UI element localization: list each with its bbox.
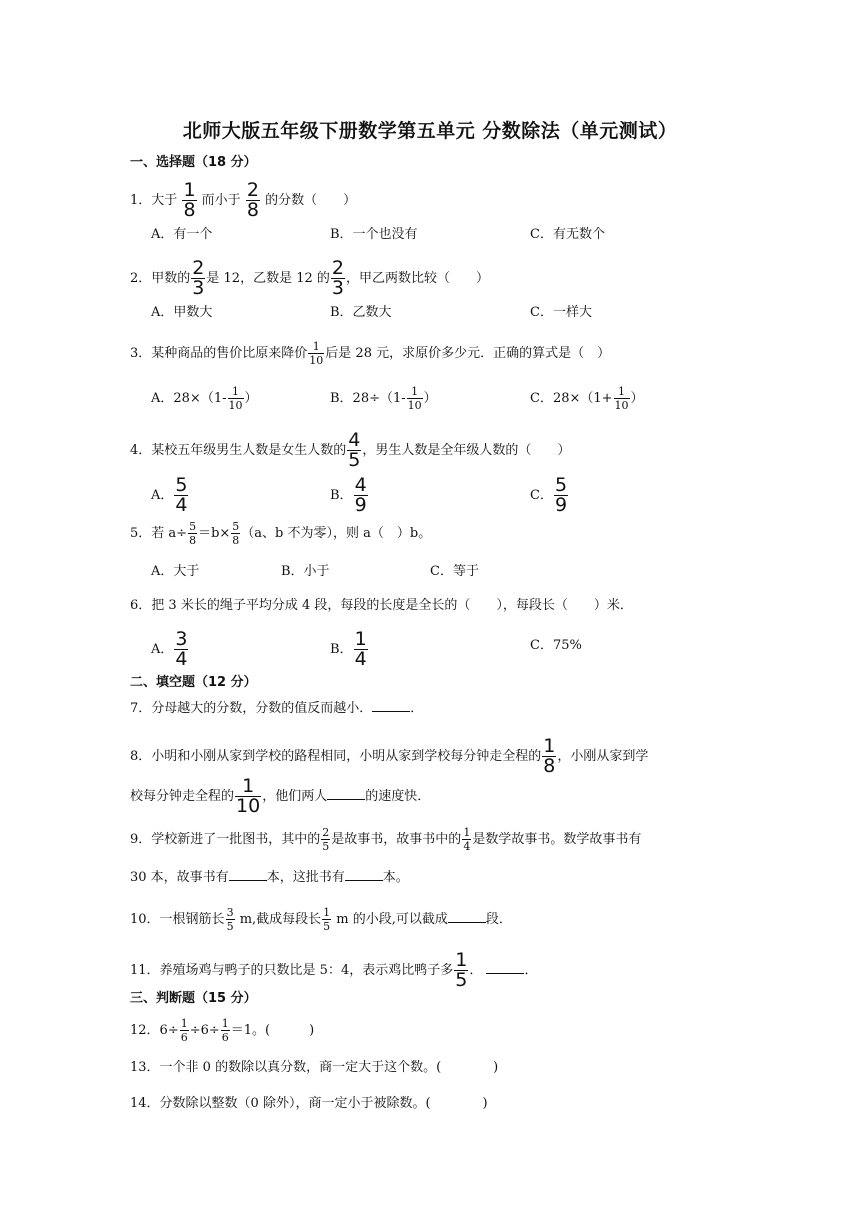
question-10: 10．一根钢筋长 $\frac{3}{5}$ m,截成每段长 $\frac{1}{5}$ m 的小段,可以截成 段．	[130, 906, 512, 933]
question-8-line-1: 8．小明和小刚从家到学校的路程相同，小明从家到学校每分钟走全程的 $\frac{1}{8}$ ，小刚从家到学	[130, 735, 649, 777]
fraction: $\frac{1}{10}$	[309, 340, 324, 367]
question-1: 1．大于 $\frac{1}{8}$ 而小于 $\frac{2}{8}$ 的分数（ ）	[130, 179, 357, 221]
fraction: $\frac{1}{4}$	[463, 826, 471, 853]
answer-blank	[372, 699, 410, 712]
question-9-line-1: 9．学校新进了一批图书，其中的 $\frac{2}{5}$ 是故事书，故事书中的 $\frac{1}{4}$ 是数学故事书。数学故事书有	[130, 826, 642, 853]
q1-option-a: A．有一个	[151, 227, 213, 242]
question-7: 7．分母越大的分数，分数的值反而越小． ．	[130, 701, 424, 716]
section-heading-fill: 二、填空题（12 分）	[130, 675, 257, 690]
fraction: $\frac{3}{4}$	[175, 628, 188, 670]
fraction: $\frac{1}{8}$	[183, 179, 196, 221]
q1-option-b: B．一个也没有	[330, 227, 418, 242]
q3-option-a: A．28×（1- $\frac{1}{10}$ ）	[151, 385, 258, 412]
fraction: $\frac{2}{8}$	[246, 179, 259, 221]
question-8-line-2: 校每分钟走全程的 $\frac{1}{10}$ ，他们两人 的速度快．	[130, 775, 431, 817]
section-heading-choice: 一、选择题（18 分）	[130, 155, 257, 170]
fraction: $\frac{5}{4}$	[175, 474, 188, 516]
fraction: $\frac{1}{10}$	[407, 385, 422, 412]
q4-option-b: B． $\frac{4}{9}$	[330, 474, 367, 516]
q5-option-c: C．等于	[430, 564, 479, 579]
answer-blank	[327, 787, 365, 800]
q4-option-a: A． $\frac{5}{4}$	[151, 474, 188, 516]
answer-blank	[448, 910, 486, 923]
fraction: $\frac{5}{9}$	[554, 474, 568, 516]
q5-option-b: B．小于	[281, 564, 330, 579]
q5-option-a: A．大于	[151, 564, 200, 579]
q3-option-b: B．28÷（1- $\frac{1}{10}$ ）	[330, 385, 437, 412]
fraction: $\frac{1}{4}$	[354, 628, 367, 670]
question-12: 12．6÷ $\frac{1}{6}$ ÷6÷ $\frac{1}{6}$ ＝1。( )	[130, 1017, 315, 1044]
question-14: 14．分数除以整数（0 除外），商一定小于被除数。( )	[130, 1096, 488, 1111]
question-5: 5．若 a÷ $\frac{5}{8}$ ＝b× $\frac{5}{8}$ （a、b 不为零），则 a（ ）b。	[130, 520, 432, 547]
question-11: 11．养殖场鸡与鸭子的只数比是 5：4，表示鸡比鸭子多 $\frac{1}{5}$ ． ．	[130, 949, 538, 991]
q3-option-c: C．28×（1+ $\frac{1}{10}$ ）	[530, 385, 644, 412]
answer-blank	[486, 961, 524, 974]
q6-option-b: B． $\frac{1}{4}$	[330, 628, 367, 670]
question-13: 13．一个非 0 的数除以真分数，商一定大于这个数。( )	[130, 1060, 499, 1075]
question-9-line-2: 30 本，故事书有 本，这批书有 本。	[130, 870, 409, 885]
answer-blank	[345, 868, 383, 881]
fraction: $\frac{1}{10}$	[236, 775, 261, 817]
question-4: 4．某校五年级男生人数是女生人数的 $\frac{4}{5}$ ，男生人数是全年级人数的（ ）	[130, 429, 571, 471]
fraction: $\frac{5}{8}$	[232, 520, 240, 547]
fraction: $\frac{4}{5}$	[348, 429, 361, 471]
fraction: $\frac{1}{10}$	[614, 385, 629, 412]
q2-option-b: B．乙数大	[330, 305, 392, 320]
q1-option-c: C．有无数个	[530, 227, 605, 242]
fraction: $\frac{3}{5}$	[226, 906, 234, 933]
fraction: $\frac{4}{9}$	[354, 474, 367, 516]
q2-option-c: C．一样大	[530, 305, 592, 320]
fraction: $\frac{2}{5}$	[322, 826, 330, 853]
page-title: 北师大版五年级下册数学第五单元 分数除法（单元测试）	[182, 120, 678, 142]
q2-option-a: A．甲数大	[151, 305, 213, 320]
question-6: 6．把 3 米长的绳子平均分成 4 段，每段的长度是全长的（ ），每段长（ ）米．	[130, 598, 633, 613]
fraction: $\frac{1}{5}$	[455, 949, 468, 991]
q6-option-a: A． $\frac{3}{4}$	[151, 628, 188, 670]
fraction: $\frac{1}{10}$	[228, 385, 243, 412]
q4-option-c: C． $\frac{5}{9}$	[530, 474, 568, 516]
question-2: 2．甲数的 $\frac{2}{3}$ 是 12，乙数是 12 的 $\frac{2}{3}$ ，甲乙两数比较（ ）	[130, 257, 489, 299]
fraction: $\frac{1}{8}$	[543, 735, 556, 777]
q6-option-c: C．75%	[530, 638, 582, 653]
section-heading-judge: 三、判断题（15 分）	[130, 991, 257, 1006]
fraction: $\frac{2}{3}$	[192, 257, 205, 299]
question-3: 3．某种商品的售价比原来降价 $\frac{1}{10}$ 后是 28 元，求原价多少元．正确的算式是（ ）	[130, 340, 611, 367]
answer-blank	[229, 868, 267, 881]
fraction: $\frac{5}{8}$	[189, 520, 197, 547]
fraction: $\frac{2}{3}$	[331, 257, 344, 299]
fraction: $\frac{1}{5}$	[323, 906, 331, 933]
fraction: $\frac{1}{6}$	[180, 1017, 188, 1044]
fraction: $\frac{1}{6}$	[221, 1017, 229, 1044]
